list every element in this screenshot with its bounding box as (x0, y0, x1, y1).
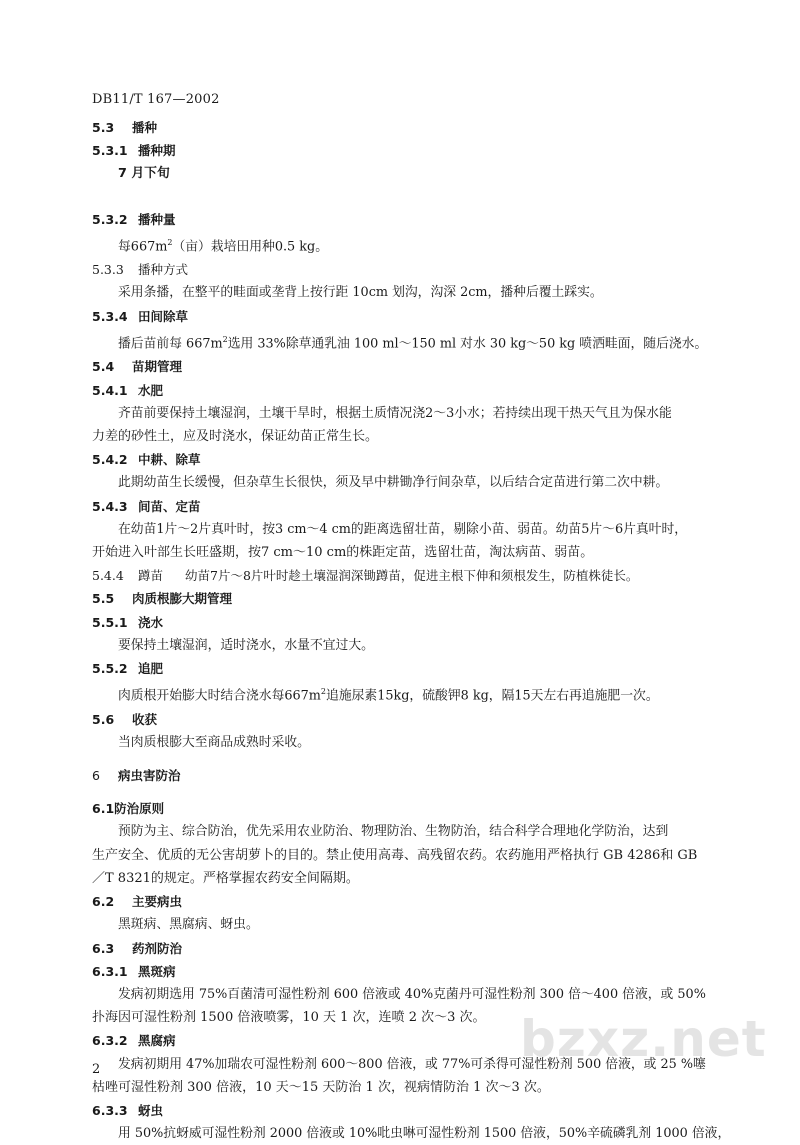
paragraph-thinning: 在幼苗1片～2片真叶时，按3 cm～4 cm的距离选留壮苗，剔除小苗、弱苗。幼苗5片～6片真叶时， (118, 521, 688, 537)
section-number: 6.2 (92, 894, 115, 910)
text-part: 每667m (118, 239, 168, 255)
section-number: 5.4.4 (92, 568, 124, 584)
section-title: 中耕、除草 (138, 452, 201, 468)
section-heading-5-3 (92, 116, 732, 139)
section-heading-5-3-4 (92, 305, 732, 328)
paragraph-watering: 要保持土壤湿润，适时浇水，水量不宜过大。 (118, 637, 374, 653)
section-title: 水肥 (138, 382, 164, 398)
page-number: 2 (92, 1062, 101, 1077)
section-number: 5.4 (92, 359, 115, 375)
text-part: 播后苗前每 667m (118, 336, 223, 352)
section-heading-5-4 (92, 355, 732, 378)
section-heading-5-5-1 (92, 611, 732, 634)
paragraph-cultivation: 此期幼苗生长缓慢，但杂草生长很快，须及早中耕锄净行间杂草，以后结合定苗进行第二次中耕。 (118, 475, 669, 491)
paragraph-principles-cont: 生产安全、优质的无公害胡萝卜的目的。禁止使用高毒、高残留农药。农药施用严格执行 GB 4286和 GB (92, 847, 698, 863)
section-title: 收获 (132, 711, 158, 727)
text-part: 追施尿素15kg，硫酸钾8 kg，隔15天左右再追施肥一次。 (326, 688, 659, 704)
section-heading-6-3 (92, 937, 732, 960)
spacer (92, 787, 732, 797)
section-heading-6-3-1 (92, 960, 732, 983)
section-title: 田间除草 (138, 308, 189, 324)
section-number: 5.3.3 (92, 262, 124, 278)
section-number: 5.3.1 (92, 143, 128, 159)
section-heading-6-3-3 (92, 1099, 732, 1122)
spacer (92, 186, 732, 208)
section-heading-6-1 (92, 797, 732, 820)
section-number: 6.3.2 (92, 1033, 128, 1049)
section-number: 5.3.2 (92, 211, 128, 227)
section-title: 浇水 (138, 614, 164, 630)
section-heading-5-4-3 (92, 495, 732, 518)
section-number: 5.6 (92, 711, 115, 727)
section-number: 5.4.3 (92, 498, 128, 514)
section-title: 防治原则 (114, 801, 165, 817)
section-heading-5-4-1 (92, 379, 732, 402)
section-title: 黑腐病 (138, 1033, 176, 1049)
paragraph-sowing-amount (92, 231, 732, 258)
section-title: 黑斑病 (138, 963, 176, 979)
paragraph-water-fertilizer: 齐苗前要保持土壤湿润，土壤干旱时，根据土质情况浇2～3小水；若持续出现干热天气且为保水能 (118, 405, 672, 421)
section-title: 苗期管理 (132, 359, 183, 375)
section-number: 5.5.1 (92, 614, 128, 630)
paragraph-water-fertilizer-cont: 力差的砂性土，应及时浇水，保证幼苗正常生长。 (92, 428, 379, 444)
section-heading-5-6 (92, 708, 732, 731)
chapter-heading-6 (92, 764, 732, 787)
section-title: 蚜虫 (138, 1102, 164, 1118)
section-title: 播种 (132, 120, 158, 135)
paragraph-black-rot: 发病初期用 47%加瑞农可湿性粉剂 600～800 倍液，或 77%可杀得可湿性粉剂 500 倍液，或 25 %噻 (118, 1056, 706, 1072)
superscript: 2 (167, 237, 173, 247)
superscript: 2 (222, 334, 228, 344)
section-title: 间苗、定苗 (138, 498, 201, 514)
paragraph-topdressing (92, 680, 732, 707)
section-number: 5.4.2 (92, 452, 128, 468)
section-heading-5-5 (92, 587, 732, 610)
paragraph-principles-cont: ／T 8321的规定。严格掌握农药安全间隔期。 (92, 870, 359, 886)
section-title: 播种方式 (138, 262, 189, 278)
section-heading-5-4-4 (92, 564, 732, 587)
section-title: 播种量 (138, 211, 176, 227)
paragraph-harvest: 当肉质根膨大至商品成熟时采收。 (118, 734, 310, 750)
section-number: 6.3.1 (92, 963, 128, 979)
paragraph-thinning-cont: 开始进入叶部生长旺盛期，按7 cm～10 cm的株距定苗，选留壮苗，淘汰病苗、弱苗。 (92, 544, 594, 560)
inline-paragraph: 幼苗7片～8片叶时趁土壤湿润深锄蹲苗，促进主根下伸和须根发生，防植株徒长。 (185, 568, 639, 584)
section-number: 6.3.3 (92, 1102, 128, 1118)
spacer (92, 754, 732, 764)
paragraph-principles: 预防为主、综合防治，优先采用农业防治、物理防治、生物防治，结合科学合理地化学防治，达到 (118, 824, 669, 840)
document-body (92, 116, 732, 1145)
paragraph-black-spot: 发病初期选用 75%百菌清可湿性粉剂 600 倍液或 40%克菌丹可湿性粉剂 300 倍～400 倍液，或 50% (118, 986, 706, 1002)
section-title: 蹲苗 (138, 568, 164, 584)
chapter-title: 病虫害防治 (118, 768, 181, 784)
section-number: 6.1 (92, 801, 115, 817)
paragraph-sowing-method: 采用条播，在整平的畦面或垄背上按行距 10cm 划沟，沟深 2cm，播种后覆土踩实。 (118, 285, 603, 301)
section-heading-5-3-3 (92, 258, 732, 281)
paragraph-pests: 黑斑病、黑腐病、蚜虫。 (118, 917, 259, 933)
paragraph-weeding (92, 328, 732, 355)
section-number: 5.5 (92, 591, 115, 607)
paragraph-sowing-period: 7 月下旬 (118, 166, 170, 182)
section-title: 药剂防治 (132, 940, 183, 956)
section-number: 6.3 (92, 940, 115, 956)
section-heading-5-5-2 (92, 657, 732, 680)
text-part: 选用 33%除草通乳油 100 ml～150 ml 对水 30 kg～50 kg 喷洒畦面，随后浇水。 (227, 336, 708, 352)
section-heading-5-3-2 (92, 208, 732, 231)
paragraph-black-spot-cont: 扑海因可湿性粉剂 1500 倍液喷雾，10 天 1 次，连喷 2 次～3 次。 (92, 1010, 486, 1026)
section-title: 主要病虫 (132, 894, 183, 910)
superscript: 2 (320, 687, 327, 697)
section-heading-6-2 (92, 890, 732, 913)
paragraph-aphid: 用 50%抗蚜威可湿性粉剂 2000 倍液或 10%吡虫啉可湿性粉剂 1500 倍液，50%辛硫磷乳剂 1000 倍液， (118, 1126, 731, 1142)
watermark: bzxz.net (520, 1010, 767, 1068)
section-number: 5.3.4 (92, 308, 128, 324)
paragraph-black-rot-cont: 枯唑可湿性粉剂 300 倍液，10 天～15 天防治 1 次，视病情防治 1 次～3 次。 (92, 1079, 550, 1095)
document-id-header: DB11/T 167—2002 (92, 92, 220, 107)
text-part: （亩）栽培田用种0.5 kg。 (172, 239, 328, 255)
chapter-number: 6 (92, 768, 100, 784)
section-heading-5-4-2 (92, 448, 732, 471)
section-title: 追肥 (138, 661, 164, 676)
section-number: 5.4.1 (92, 382, 128, 398)
text-part: 肉质根开始膨大时结合浇水每667m (118, 688, 321, 704)
section-heading-5-3-1 (92, 139, 732, 162)
section-title: 播种期 (138, 143, 176, 159)
section-title: 肉质根膨大期管理 (132, 591, 233, 607)
section-number: 5.5.2 (92, 661, 128, 676)
section-number: 5.3 (92, 120, 115, 135)
